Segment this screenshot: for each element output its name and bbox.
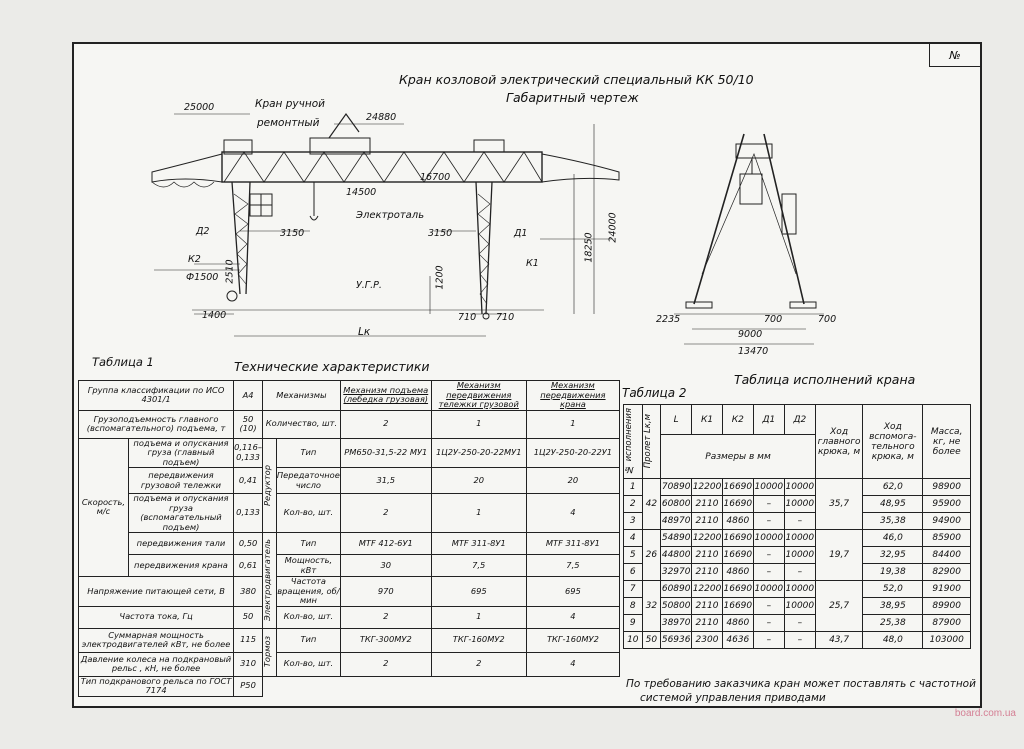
dim-3150-left: 3150 bbox=[280, 228, 305, 239]
dim-d2: Д2 bbox=[196, 226, 210, 237]
crane-versions-table: № исполнения Пролет Lк,м L К1 К2 Д1 Д2 Ход главного крюка, м Ход вспомога-тельного крюка, м Масса, кг, не более Размеры в мм 1 42 70890 12200 16690 10000 10000 35,7 62,0 98900 2 60800 2110 16690 – 10000 48,95 95900 3 48970 2110 4860 – – 35,38 94900 4 26 54890 12200 16690 10000 10000 19,7 46,0 85900 5 44800 2110 16690 – 10000 32,95 84400 6 32970 2110 4860 – – 19,38 82900 7 32 60890 12200 16690 10000 10000 25,7 52,0 91900 8 50800 2110 16690 – 10000 38,95 89900 9 38970 2110 4860 – – 25,38 87900 10 50 56936 2300 4636 – – 43,7 48,0 103000 bbox=[623, 404, 971, 649]
hoist-label: Электроталь bbox=[356, 210, 425, 221]
dim-710-left: 710 bbox=[458, 312, 477, 323]
dim-14500: 14500 bbox=[346, 187, 377, 198]
table-row: 9 38970 2110 4860 – – 25,38 87900 bbox=[624, 615, 971, 632]
dim-3150-right: 3150 bbox=[428, 228, 453, 239]
dim-lk: Lк bbox=[358, 326, 371, 338]
table1-heading: Технические характеристики bbox=[234, 359, 430, 374]
dim-16700: 16700 bbox=[420, 172, 451, 183]
table-row: 4 26 54890 12200 16690 10000 10000 19,7 46,0 85900 bbox=[624, 530, 971, 547]
table-row: 5 44800 2110 16690 – 10000 32,95 84400 bbox=[624, 547, 971, 564]
dim-k1: К1 bbox=[526, 258, 539, 269]
hand-crane-label: Кран ручной bbox=[255, 98, 325, 110]
dim-dia-1500: Ф1500 bbox=[186, 272, 219, 283]
dim-24000: 24000 bbox=[607, 212, 619, 243]
tech-specs-table: Группа классификации по ИСО 4301/1 А4 Механизмы Механизм подъема (лебедка грузовая) Механизм передвижения тележки грузовой Механизм передвижения крана Грузоподъемность главного (вспомагательного) подъема, т 50 (10) Количество, шт. 2 1 1 Скорость, м/с подъема и опускания груза (главный подъем) 0,116–0,133 Редуктор Тип РМ650-31,5-22 МУ1 1Ц2У-250-20-22МУ1 1Ц2У-250-20-22У1 передвижения грузовой тележки 0,41 Передаточное число 31,5 20 20 подъема и опускания груза (вспомагательный подъем) 0,133 Кол-во, шт. 2 1 4 передвижения тали 0,50 Электродвигатель Тип МТF 412-6У1 МТF 311-8У1 МТF 311-8У1 передвижения крана 0,61 Мощность, кВт 30 7,5 7,5 Напряжение питающей сети, В 380 Частота вращения, об/мин 970 695 695 Частота тока, Гц 50 Кол-во, шт. 2 1 4 Суммарная мощность электродвигателей кВт, не более 115 Тормоз Тип ТКГ-300МУ2 ТКГ-160МУ2 ТКГ-160МУ2 Давление колеса на подкрановый рельс , кН, не более 310 Кол-во, шт. 2 2 4 Тип подкранового рельса по ГОСТ 7174 Р50 bbox=[78, 380, 620, 697]
drawing-title: Кран козловой электрический специальный КК 50/10 bbox=[399, 72, 754, 87]
table-row: 10 50 56936 2300 4636 – – 43,7 48,0 103000 bbox=[624, 632, 971, 649]
table-row: 8 50800 2110 16690 – 10000 38,95 89900 bbox=[624, 598, 971, 615]
table-row: 2 60800 2110 16690 – 10000 48,95 95900 bbox=[624, 496, 971, 513]
table-row: 6 32970 2110 4860 – – 19,38 82900 bbox=[624, 564, 971, 581]
dim-1400: 1400 bbox=[202, 310, 227, 321]
note-line-1: По требованию заказчика кран может поставлять с частотной bbox=[626, 678, 976, 690]
dim-700-right: 700 bbox=[818, 314, 837, 325]
repair-label: ремонтный bbox=[257, 117, 320, 129]
dim-13470: 13470 bbox=[738, 346, 769, 357]
dim-2235: 2235 bbox=[656, 314, 681, 325]
note-line-2: системой управления приводами bbox=[640, 692, 826, 704]
table2-caption: Таблица 2 bbox=[622, 386, 687, 400]
sheet-number-stamp: № bbox=[929, 44, 980, 67]
dim-710-right: 710 bbox=[496, 312, 515, 323]
table-row: 3 48970 2110 4860 – – 35,38 94900 bbox=[624, 513, 971, 530]
dim-9000: 9000 bbox=[738, 329, 763, 340]
table-row: 1 42 70890 12200 16690 10000 10000 35,7 62,0 98900 bbox=[624, 479, 971, 496]
dim-700-left: 700 bbox=[764, 314, 783, 325]
dim-k2: К2 bbox=[188, 254, 201, 265]
ugr-label: У.Г.Р. bbox=[356, 280, 382, 291]
dim-24880: 24880 bbox=[366, 112, 397, 123]
dim-18250: 18250 bbox=[583, 232, 595, 263]
table2-heading: Таблица исполнений крана bbox=[734, 372, 916, 387]
table-row: 7 32 60890 12200 16690 10000 10000 25,7 52,0 91900 bbox=[624, 581, 971, 598]
dim-1200: 1200 bbox=[434, 265, 446, 290]
table1-caption: Таблица 1 bbox=[92, 355, 154, 369]
dim-2510: 2510 bbox=[224, 259, 236, 284]
dim-d1: Д1 bbox=[514, 228, 528, 239]
watermark: board.com.ua bbox=[954, 708, 1016, 719]
drawing-subtitle: Габаритный чертеж bbox=[506, 90, 639, 105]
drawing-sheet bbox=[72, 42, 982, 708]
versions-body bbox=[624, 479, 971, 649]
dim-25000: 25000 bbox=[184, 102, 215, 113]
